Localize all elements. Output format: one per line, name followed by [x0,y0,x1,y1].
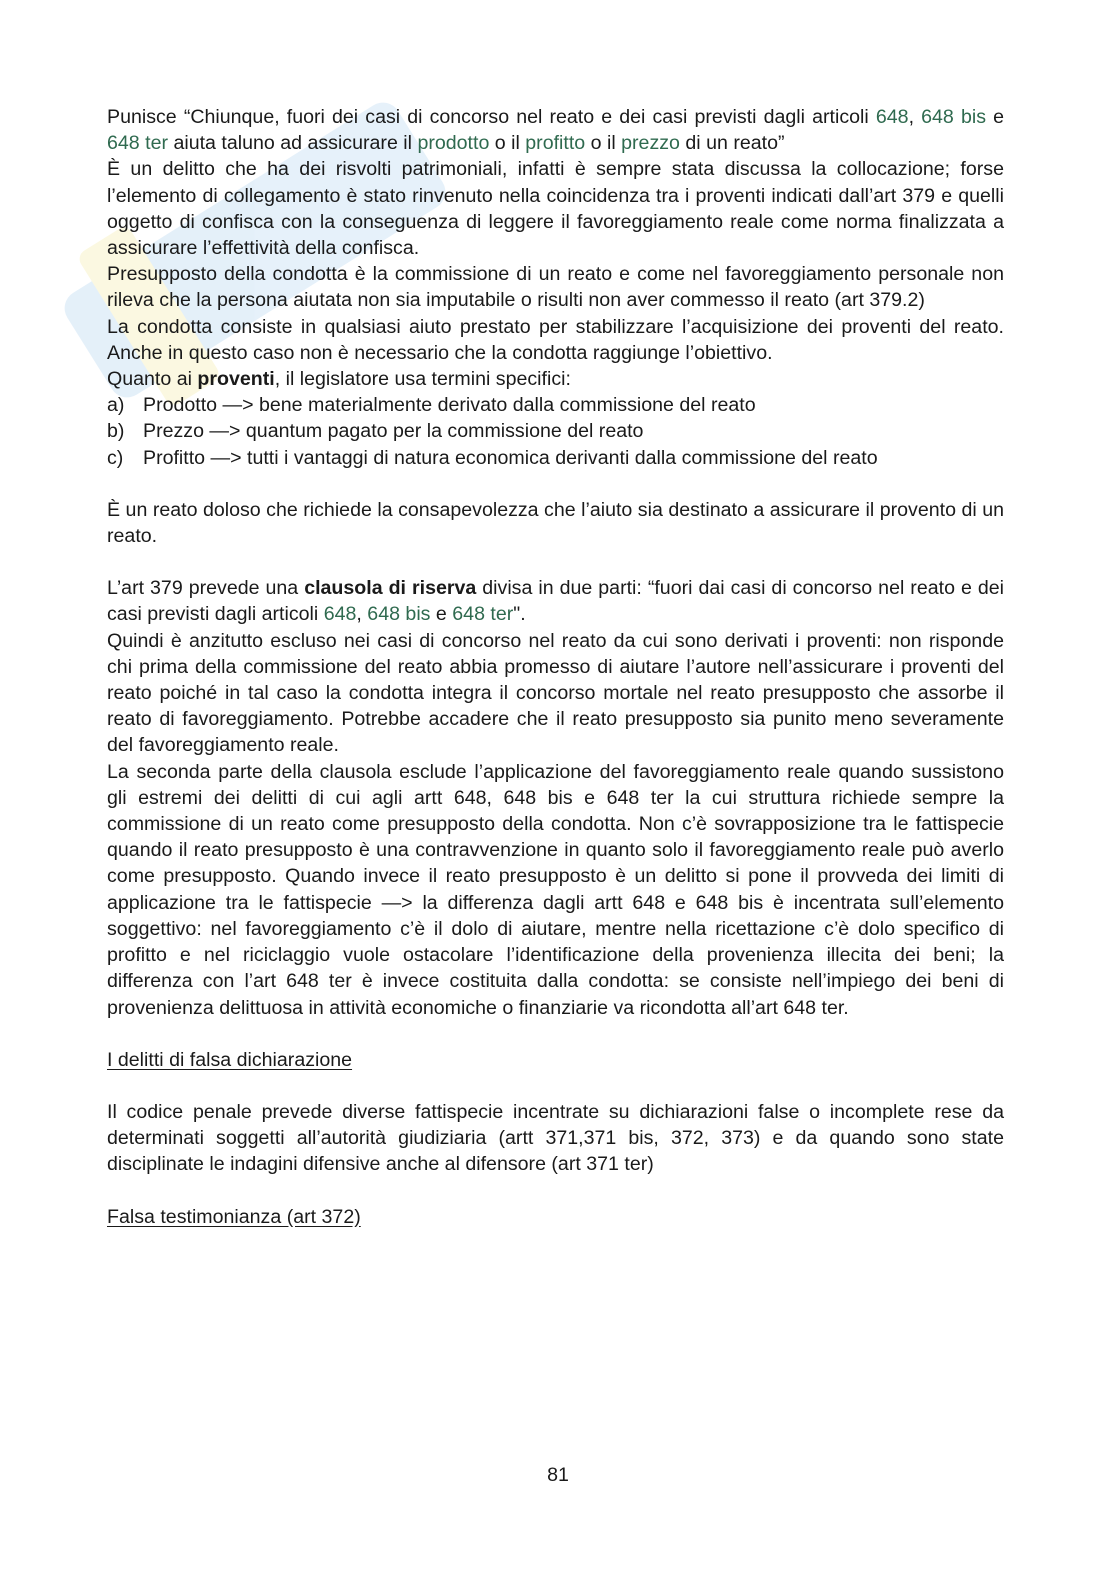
list-text: Profitto —> tutti i vantaggi di natura economica derivanti dalla commissione del reato [143,446,878,469]
list-item [107,445,1004,471]
section-heading-falsa-testimonianza: Falsa testimonianza (art 372) [107,1205,361,1228]
paragraph-proventi: Quanto ai proventi, il legislatore usa termini specifici: [107,368,571,391]
article-ref-648-bis: 648 bis [367,603,431,626]
paragraph-codice-penale: Il codice penale prevede diverse fattispecie incentrate su dichiarazioni false o incomplete rese da determinati soggetti all’autorità giudiziaria (artt 371,371 bis, 372, 373) e da quando sono state disciplinate le indagini difensive anche al difensore (art 371 ter) [107,1100,1004,1176]
article-ref-648-ter: 648 ter [452,603,514,626]
article-ref-648-ter: 648 ter [107,132,169,155]
paragraph-collocazione: È un delitto che ha dei risvolti patrimoniali, infatti è sempre stata discussa la collocazione; forse l’elemento di collegamento è stato rinvenuto nella coincidenza tra i proventi indicati dall’art 379 e quelli oggetto di confisca con la conseguenza di leggere il favoreggiamento reale come norma finalizzata a assicurare l’effettività della confisca. [107,158,1004,260]
paragraph-condotta: La condotta consiste in qualsiasi aiuto prestato per stabilizzare l’acquisizione dei proventi del reato. Anche in questo caso non è necessario che la condotta raggiunge l’obiettivo. [107,315,1004,364]
list-text: Prezzo —> quantum pagato per la commissione del reato [143,420,644,443]
proventi-list [107,392,1004,471]
list-marker: b) [107,420,125,443]
paragraph-intro: Punisce “Chiunque, fuori dei casi di concorso nel reato e dei casi previsti dagli articoli 648, 648 bis e 648 ter aiuta taluno ad assicurare il prodotto o il profitto o il prezzo di un reato” [107,106,1005,155]
list-marker: c) [107,446,124,469]
paragraph-concorso: Quindi è anzitutto escluso nei casi di concorso nel reato da cui sono derivati i proventi: non risponde chi prima della commissione del reato abbia promesso di aiutare l’autore nell’assicurare i proventi del reato poiché in tal caso la condotta integra il concorso mortale nel reato presupposto che assorbe il reato di favoreggiamento. Potrebbe accadere che il reato presupposto sia punito meno severamente del favoreggiamento reale. [107,629,1004,757]
list-item [107,392,1004,418]
term-prodotto: prodotto [417,132,490,155]
paragraph-seconda-parte: La seconda parte della clausola esclude l’applicazione del favoreggiamento reale quando sussistono gli estremi dei delitti di cui agli artt 648, 648 bis e 648 ter la cui struttura richiede sempre la commissione di un reato come presupposto della condotta. Non c’è sovrapposizione tra le fattispecie quando il reato presupposto è una contravvenzione in quanto solo il favoreggiamento reale può averlo come presupposto. Quando invece il reato presupposto è un delitto si pone il provveda dei limiti di applicazione tra le fattispecie —> la differenza dagli artt 648 e 648 bis è incentrata sull’elemento soggettivo: nel favoreggiamento c’è il dolo di aiutare, mentre nella ricettazione c’è dolo specifico di profitto e nel riciclaggio vuole ostacolare l’identificazione della provenienza illecita dei beni; la differenza con l’art 648 ter è invece costituita dalla condotta: se consiste nell’impiego dei beni di provenienza delittuosa in attività economiche o finanziarie va ricondotta all’art 648 ter. [107,760,1004,1019]
bold-clausola-di-riserva: clausola di riserva [304,577,477,600]
document-body [107,104,1004,1230]
article-ref-648: 648 [323,603,357,626]
list-item [107,418,1004,444]
section-heading-falsa-dichiarazione: I delitti di falsa dichiarazione [107,1048,353,1071]
paragraph-clausola: L’art 379 prevede una clausola di riserva divisa in due parti: “fuori dai casi di concorso nel reato e dei casi previsti dagli articoli 648, 648 bis e 648 ter". [107,577,1004,626]
term-profitto: profitto [525,132,586,155]
article-ref-648: 648 [875,106,909,128]
term-prezzo: prezzo [621,132,680,155]
page-number: 81 [547,1464,569,1486]
list-marker: a) [107,394,125,417]
paragraph-dolo: È un reato doloso che richiede la consapevolezza che l’aiuto sia destinato a assicurare il provento di un reato. [107,498,1004,548]
paragraph-presupposto: Presupposto della condotta è la commissione di un reato e come nel favoreggiamento personale non rileva che la persona aiutata non sia imputabile o risulti non aver commesso il reato (art 379.2) [107,263,1004,312]
bold-proventi: proventi [197,368,275,391]
list-text: Prodotto —> bene materialmente derivato dalla commissione del reato [143,394,756,417]
article-ref-648-bis: 648 bis [921,106,986,128]
